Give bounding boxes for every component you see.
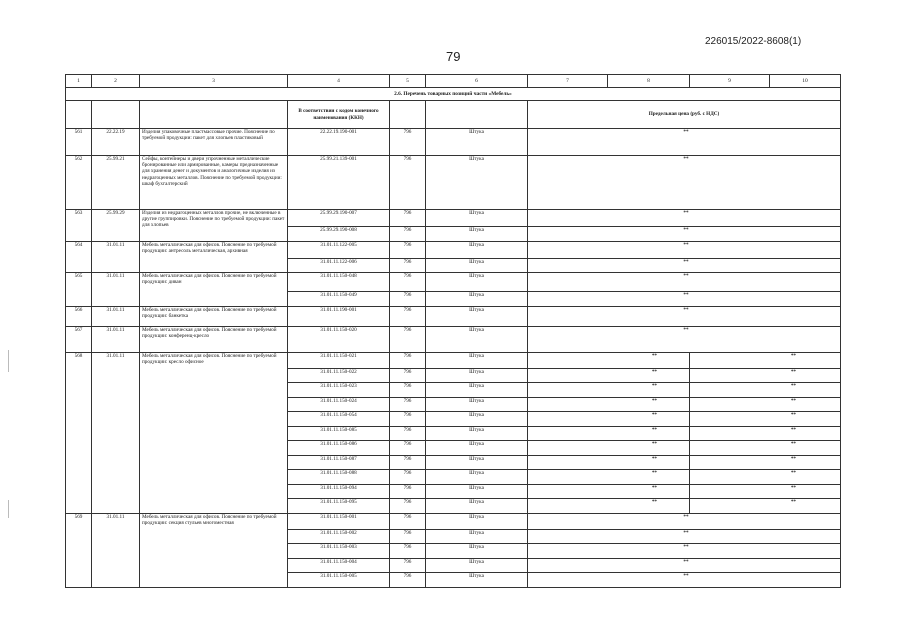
okpd-code: 31.01.11 bbox=[92, 306, 140, 326]
unit-name: Штука bbox=[426, 499, 528, 514]
unit-code: 796 bbox=[390, 210, 426, 227]
item-number: 562 bbox=[66, 156, 92, 210]
section-title-row bbox=[66, 88, 841, 101]
unit-name: Штука bbox=[426, 292, 528, 307]
blank-cell bbox=[390, 101, 426, 129]
price-value: ** bbox=[528, 484, 690, 499]
unit-name: Штука bbox=[426, 273, 528, 292]
kkn-code: 31.01.11.150-021 bbox=[288, 352, 390, 368]
price-value: ** bbox=[528, 129, 841, 156]
unit-code: 796 bbox=[390, 397, 426, 412]
price-value: ** bbox=[528, 426, 690, 441]
item-description: Изделия упаковочные пластмассовые прочие. Пояснение по требуемой продукции: пакет для хлопьев пластиковый bbox=[140, 129, 288, 156]
price-value: ** bbox=[528, 455, 690, 470]
unit-code: 796 bbox=[390, 129, 426, 156]
column-number-row bbox=[66, 75, 841, 88]
price-value: ** bbox=[690, 470, 841, 485]
price-value: ** bbox=[528, 513, 841, 529]
price-value: ** bbox=[528, 227, 841, 242]
unit-code: 796 bbox=[390, 441, 426, 456]
table-row bbox=[66, 129, 841, 156]
unit-code: 796 bbox=[390, 470, 426, 485]
kkn-code: 31.01.11.150-087 bbox=[288, 455, 390, 470]
page-number: 79 bbox=[446, 49, 461, 64]
unit-name: Штука bbox=[426, 513, 528, 529]
kkn-code: 25.99.29.190-008 bbox=[288, 227, 390, 242]
price-value: ** bbox=[528, 156, 841, 210]
item-number: 561 bbox=[66, 129, 92, 156]
price-value: ** bbox=[528, 306, 841, 326]
kkn-code: 31.01.11.150-049 bbox=[288, 292, 390, 307]
table-row bbox=[66, 513, 841, 529]
unit-name: Штука bbox=[426, 129, 528, 156]
price-value: ** bbox=[528, 441, 690, 456]
unit-name: Штука bbox=[426, 210, 528, 227]
kkn-code: 31.01.11.150-094 bbox=[288, 484, 390, 499]
price-value: ** bbox=[690, 499, 841, 514]
scan-margin-mark bbox=[8, 350, 9, 372]
kkn-code: 31.01.11.150-020 bbox=[288, 326, 390, 352]
unit-name: Штука bbox=[426, 368, 528, 383]
kkn-code: 31.01.11.190-001 bbox=[288, 306, 390, 326]
okpd-code: 31.01.11 bbox=[92, 326, 140, 352]
kkn-code: 31.01.11.150-086 bbox=[288, 441, 390, 456]
unit-name: Штука bbox=[426, 484, 528, 499]
unit-name: Штука bbox=[426, 241, 528, 258]
document-number: 226015/2022-8608(1) bbox=[705, 36, 802, 47]
unit-code: 796 bbox=[390, 455, 426, 470]
blank-cell bbox=[426, 101, 528, 129]
item-description: Мебель металлическая для офисов. Пояснение по требуемой продукции: секция стульев многоместная bbox=[140, 513, 288, 587]
price-value: ** bbox=[690, 441, 841, 456]
price-value: ** bbox=[528, 412, 690, 427]
item-number: 567 bbox=[66, 326, 92, 352]
price-value: ** bbox=[690, 397, 841, 412]
kkn-code: 31.01.11.150-088 bbox=[288, 470, 390, 485]
price-value: ** bbox=[528, 352, 690, 368]
item-description: Мебель металлическая для офисов. Пояснение по требуемой продукции: диван bbox=[140, 273, 288, 307]
price-header: Предельная цена (руб. с НДС) bbox=[528, 101, 841, 129]
unit-code: 796 bbox=[390, 156, 426, 210]
item-description: Мебель металлическая для офисов. Пояснение по требуемой продукции: банкетка bbox=[140, 306, 288, 326]
unit-code: 796 bbox=[390, 258, 426, 273]
table-row bbox=[66, 156, 841, 210]
unit-code: 796 bbox=[390, 529, 426, 544]
price-value: ** bbox=[528, 273, 841, 292]
price-value: ** bbox=[690, 455, 841, 470]
unit-name: Штука bbox=[426, 258, 528, 273]
unit-code: 796 bbox=[390, 426, 426, 441]
unit-code: 796 bbox=[390, 499, 426, 514]
kkn-code: 31.01.11.122-006 bbox=[288, 258, 390, 273]
kkn-code: 31.01.11.150-024 bbox=[288, 397, 390, 412]
unit-name: Штука bbox=[426, 426, 528, 441]
item-description: Мебель металлическая для офисов. Пояснение по требуемой продукции: конференц-кресло bbox=[140, 326, 288, 352]
unit-code: 796 bbox=[390, 544, 426, 559]
kkn-code: 31.01.11.150-001 bbox=[288, 513, 390, 529]
kkn-code: 31.01.11.150-054 bbox=[288, 412, 390, 427]
column-number: 7 bbox=[528, 75, 608, 88]
section-title: 2.6. Перечень товарных позиций части «Мебель» bbox=[66, 88, 841, 101]
unit-name: Штука bbox=[426, 306, 528, 326]
kkn-code: 31.01.11.150-003 bbox=[288, 544, 390, 559]
item-number: 568 bbox=[66, 352, 92, 513]
unit-name: Штука bbox=[426, 455, 528, 470]
unit-name: Штука bbox=[426, 470, 528, 485]
unit-name: Штука bbox=[426, 441, 528, 456]
column-number: 5 bbox=[390, 75, 426, 88]
item-description: Сейфы, контейнеры и двери упрочненные металлические бронированные или армированные, камеры предназначенные для хранения денег и документов и аналогичные изделия из недрагоценных металлов. Пояснение по требуемой продукции: шкаф бухгалтерский bbox=[140, 156, 288, 210]
price-value: ** bbox=[690, 426, 841, 441]
column-number: 3 bbox=[140, 75, 288, 88]
unit-name: Штука bbox=[426, 558, 528, 573]
okpd-code: 25.99.29 bbox=[92, 210, 140, 242]
unit-name: Штука bbox=[426, 383, 528, 398]
unit-code: 796 bbox=[390, 306, 426, 326]
unit-code: 796 bbox=[390, 273, 426, 292]
price-value: ** bbox=[690, 412, 841, 427]
kkn-code: 25.99.21.139-001 bbox=[288, 156, 390, 210]
item-number: 563 bbox=[66, 210, 92, 242]
kkn-code: 31.01.11.150-095 bbox=[288, 499, 390, 514]
kkn-code: 31.01.11.150-005 bbox=[288, 573, 390, 588]
okpd-code: 31.01.11 bbox=[92, 273, 140, 307]
price-value: ** bbox=[528, 573, 841, 588]
unit-name: Штука bbox=[426, 227, 528, 242]
unit-name: Штука bbox=[426, 573, 528, 588]
unit-code: 796 bbox=[390, 241, 426, 258]
kkn-code: 22.22.19.190-001 bbox=[288, 129, 390, 156]
unit-name: Штука bbox=[426, 397, 528, 412]
unit-code: 796 bbox=[390, 292, 426, 307]
price-value: ** bbox=[528, 558, 841, 573]
price-value: ** bbox=[528, 383, 690, 398]
price-value: ** bbox=[528, 210, 841, 227]
kkn-code: 31.01.11.150-023 bbox=[288, 383, 390, 398]
kkn-code: 31.01.11.150-085 bbox=[288, 426, 390, 441]
table-row bbox=[66, 210, 841, 227]
unit-code: 796 bbox=[390, 352, 426, 368]
unit-code: 796 bbox=[390, 573, 426, 588]
unit-code: 796 bbox=[390, 484, 426, 499]
item-description: Мебель металлическая для офисов. Пояснение по требуемой продукции: антресоль металлическая, архивная bbox=[140, 241, 288, 273]
price-value: ** bbox=[528, 241, 841, 258]
okpd-code: 31.01.11 bbox=[92, 241, 140, 273]
unit-name: Штука bbox=[426, 529, 528, 544]
unit-name: Штука bbox=[426, 352, 528, 368]
column-number: 4 bbox=[288, 75, 390, 88]
table-row bbox=[66, 352, 841, 368]
column-number: 6 bbox=[426, 75, 528, 88]
unit-code: 796 bbox=[390, 412, 426, 427]
price-value: ** bbox=[528, 544, 841, 559]
table-row bbox=[66, 241, 841, 258]
price-value: ** bbox=[528, 499, 690, 514]
price-value: ** bbox=[528, 368, 690, 383]
unit-code: 796 bbox=[390, 326, 426, 352]
blank-cell bbox=[92, 101, 140, 129]
goods-table bbox=[65, 74, 841, 588]
price-value: ** bbox=[690, 484, 841, 499]
table-row bbox=[66, 306, 841, 326]
unit-name: Штука bbox=[426, 544, 528, 559]
okpd-code: 22.22.19 bbox=[92, 129, 140, 156]
okpd-code: 31.01.11 bbox=[92, 352, 140, 513]
unit-name: Штука bbox=[426, 412, 528, 427]
kkn-code: 31.01.11.150-002 bbox=[288, 529, 390, 544]
column-number: 1 bbox=[66, 75, 92, 88]
blank-cell bbox=[66, 101, 92, 129]
table-row bbox=[66, 273, 841, 292]
column-number: 8 bbox=[608, 75, 690, 88]
scan-margin-mark bbox=[8, 500, 9, 518]
price-value: ** bbox=[690, 383, 841, 398]
price-value: ** bbox=[528, 258, 841, 273]
kkn-code: 31.01.11.150-004 bbox=[288, 558, 390, 573]
blank-cell bbox=[140, 101, 288, 129]
unit-code: 796 bbox=[390, 558, 426, 573]
item-number: 564 bbox=[66, 241, 92, 273]
column-number: 9 bbox=[690, 75, 770, 88]
unit-name: Штука bbox=[426, 326, 528, 352]
item-number: 566 bbox=[66, 306, 92, 326]
unit-name: Штука bbox=[426, 156, 528, 210]
kkn-header: В соответствии с кодом конечного наименования (ККН) bbox=[288, 101, 390, 129]
column-number: 2 bbox=[92, 75, 140, 88]
price-value: ** bbox=[528, 470, 690, 485]
unit-code: 796 bbox=[390, 227, 426, 242]
subheader-row bbox=[66, 101, 841, 129]
price-value: ** bbox=[528, 397, 690, 412]
item-number: 565 bbox=[66, 273, 92, 307]
item-description: Мебель металлическая для офисов. Пояснение по требуемой продукции: кресло офисное bbox=[140, 352, 288, 513]
kkn-code: 25.99.29.190-007 bbox=[288, 210, 390, 227]
kkn-code: 31.01.11.150-022 bbox=[288, 368, 390, 383]
item-description: Изделия из недрагоценных металлов прочие, не включенные в другие группировки. Пояснение по требуемой продукции: пакет для хлопьев bbox=[140, 210, 288, 242]
price-value: ** bbox=[690, 368, 841, 383]
price-value: ** bbox=[690, 352, 841, 368]
kkn-code: 31.01.11.150-048 bbox=[288, 273, 390, 292]
price-value: ** bbox=[528, 326, 841, 352]
column-number: 10 bbox=[770, 75, 841, 88]
okpd-code: 31.01.11 bbox=[92, 513, 140, 587]
price-value: ** bbox=[528, 292, 841, 307]
price-value: ** bbox=[528, 529, 841, 544]
table-row bbox=[66, 326, 841, 352]
unit-code: 796 bbox=[390, 368, 426, 383]
okpd-code: 25.99.21 bbox=[92, 156, 140, 210]
unit-code: 796 bbox=[390, 513, 426, 529]
item-number: 569 bbox=[66, 513, 92, 587]
kkn-code: 31.01.11.122-005 bbox=[288, 241, 390, 258]
unit-code: 796 bbox=[390, 383, 426, 398]
